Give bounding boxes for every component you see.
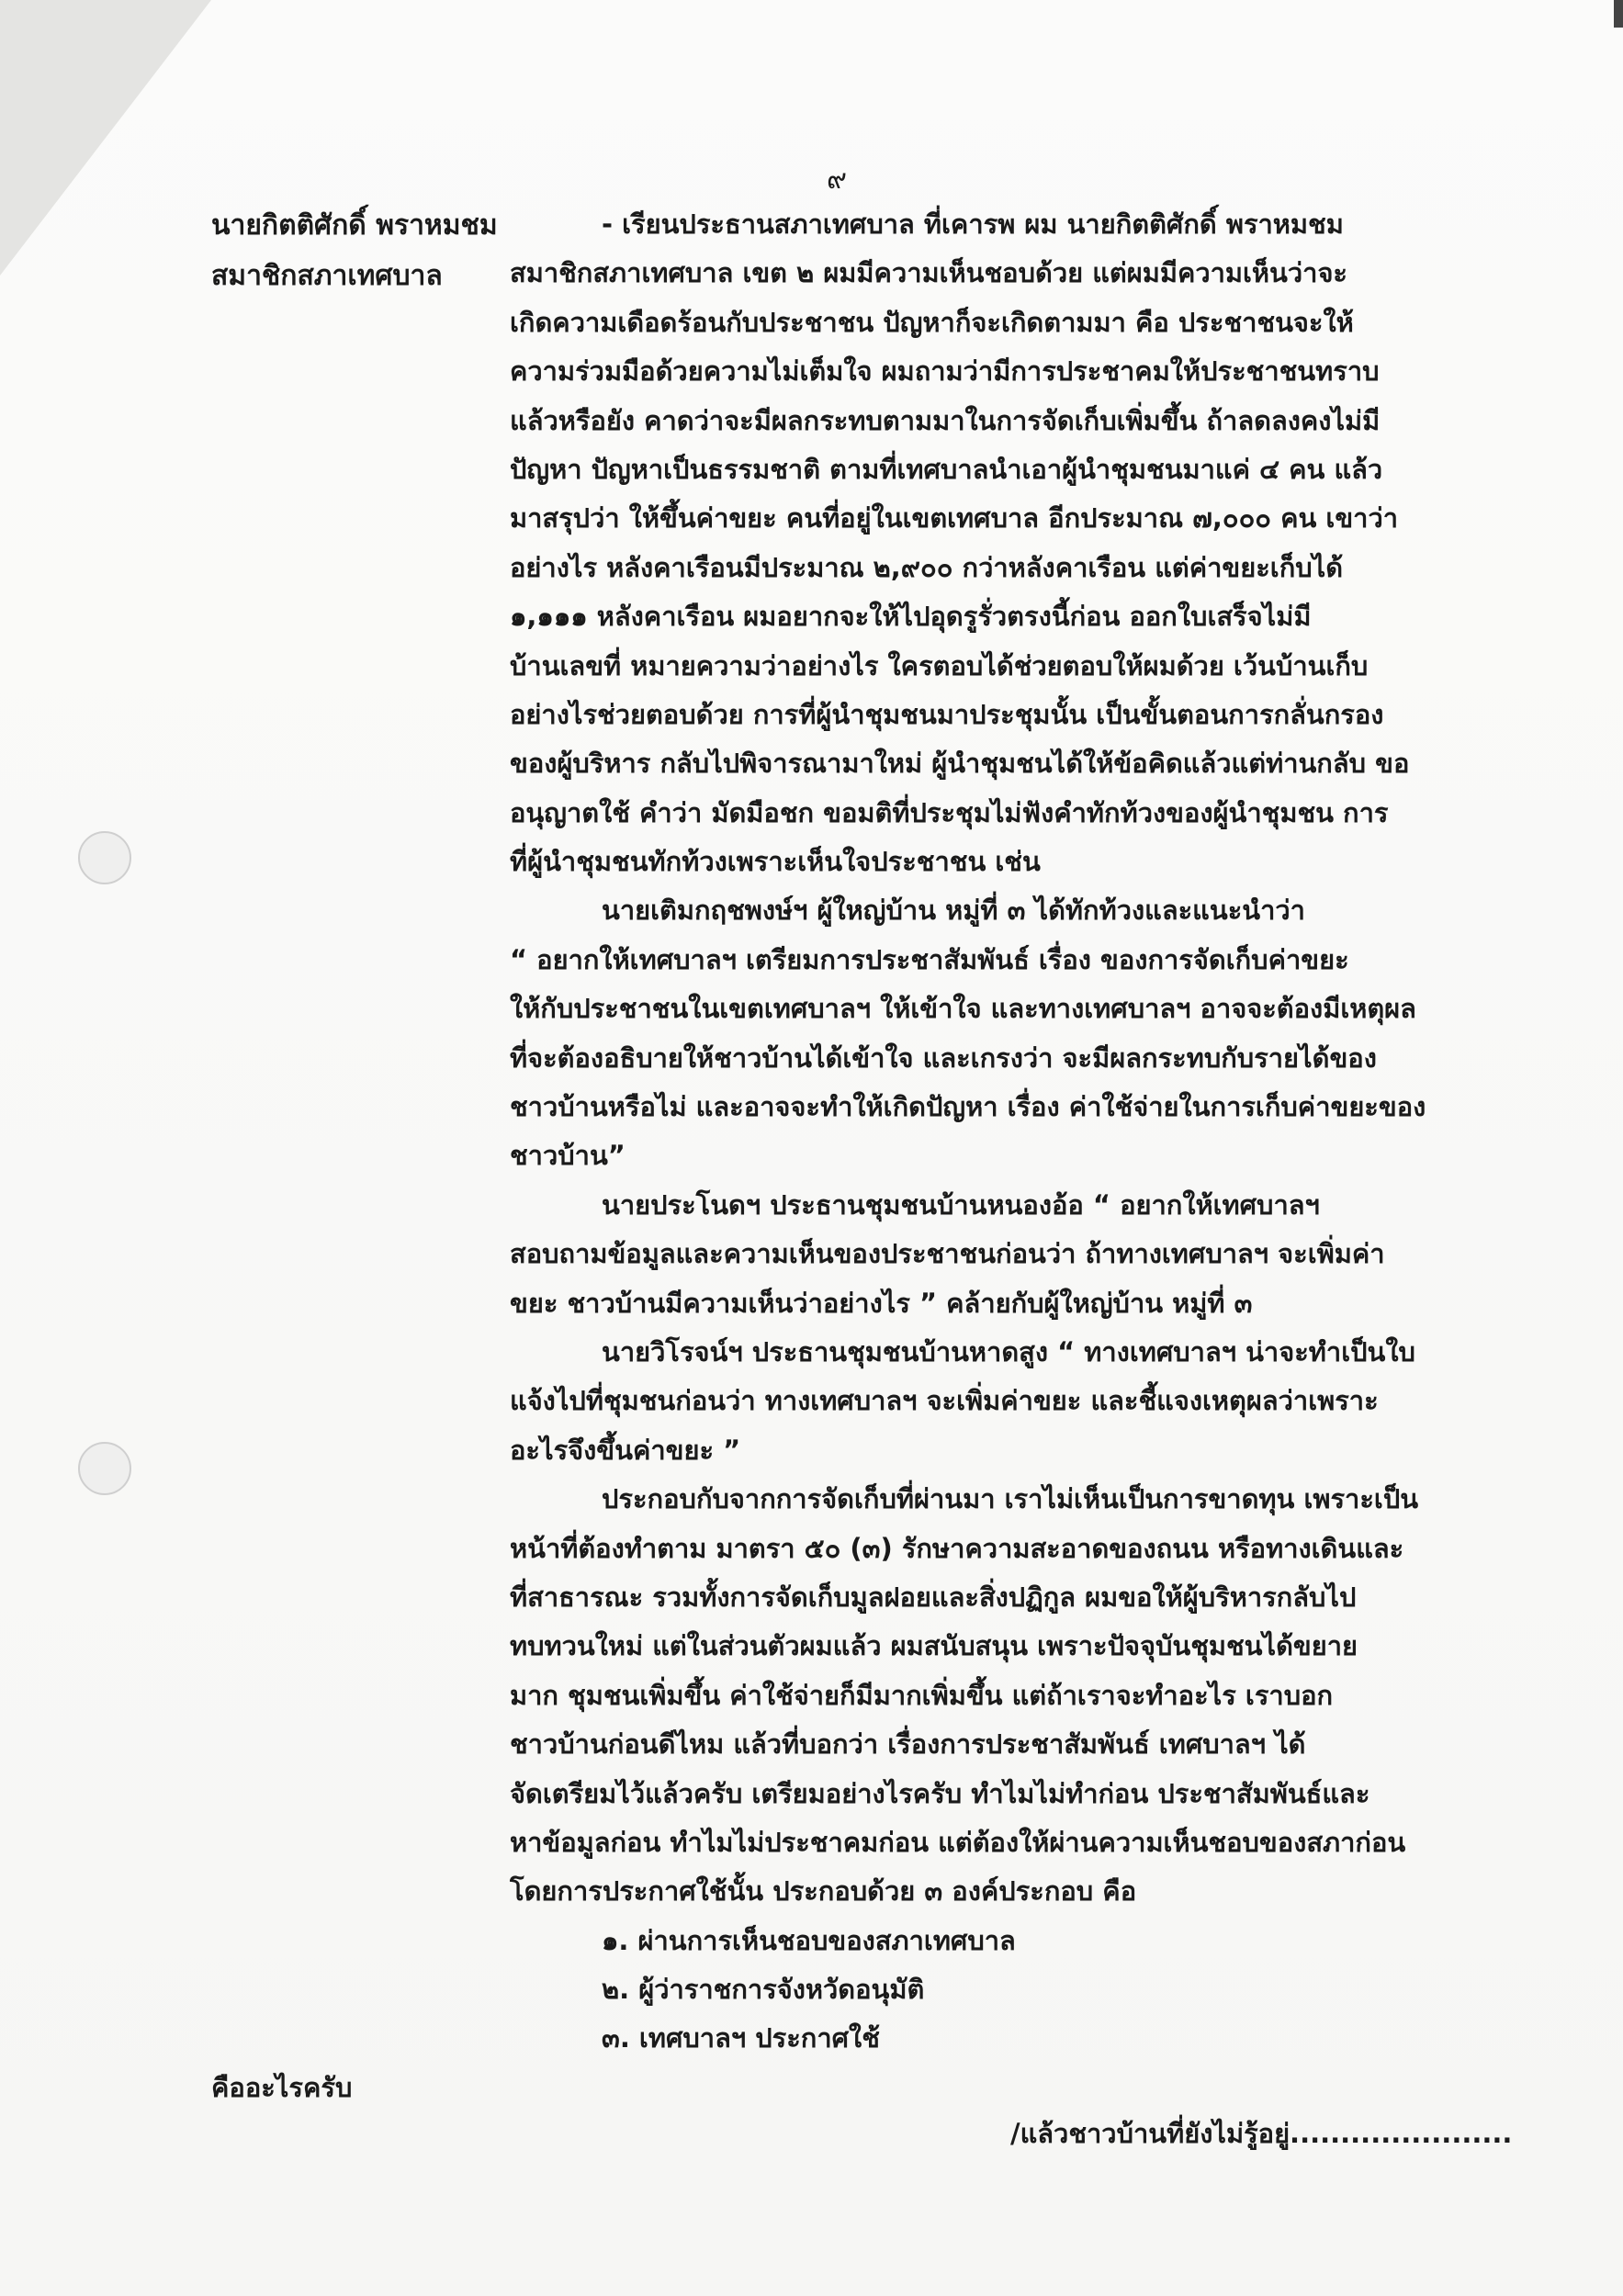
text-line: อย่างไร หลังคาเรือนมีประมาณ ๒,๙๐๐ กว่าหลังคาเรือน แต่ค่าขยะเก็บได้: [510, 551, 1344, 583]
speaker-block: [211, 200, 542, 301]
text-line: อะไรจึงขึ้นค่าขยะ ”: [510, 1434, 741, 1466]
page-number: ๙: [827, 163, 849, 196]
body-text: [510, 200, 1456, 2064]
text-line: นายเติมกฤชพงษ์ฯ ผู้ใหญ่บ้าน หมู่ที่ ๓ ได้ทักท้วงและแนะนำว่า: [602, 895, 1305, 927]
text-line: ที่จะต้องอธิบายให้ชาวบ้านได้เข้าใจ และเกรงว่า จะมีผลกระทบกับรายได้ของ: [510, 1041, 1377, 1074]
scan-edge: [1614, 0, 1623, 28]
punch-hole-top: [78, 831, 131, 884]
text-line: ชาวบ้านก่อนดีไหม แล้วที่บอกว่า เรื่องการประชาสัมพันธ์ เทศบาลฯ ได้: [510, 1728, 1306, 1761]
text-line: ทบทวนใหม่ แต่ในส่วนตัวผมแล้ว ผมสนับสนุน เพราะปัจจุบันชุมชนได้ขยาย: [510, 1630, 1358, 1662]
text-line: มาสรุปว่า ให้ขึ้นค่าขยะ คนที่อยู่ในเขตเทศบาล อีกประมาณ ๗,๐๐๐ คน เขาว่า: [510, 502, 1399, 535]
text-line: นายประโนดฯ ประธานชุมชนบ้านหนองอ้อ “ อยากให้เทศบาลฯ: [602, 1188, 1320, 1221]
text-line: ๑,๑๑๑ หลังคาเรือน ผมอยากจะให้ไปอุดรูรั่วตรงนี้ก่อน ออกใบเสร็จไม่มี: [510, 601, 1312, 633]
text-line: นายวิโรจน์ฯ ประธานชุมชนบ้านหาดสูง “ ทางเทศบาลฯ น่าจะทำเป็นใบ: [602, 1335, 1415, 1367]
text-line: แจ้งไปที่ชุมชนก่อนว่า ทางเทศบาลฯ จะเพิ่มค่าขยะ และชี้แจงเหตุผลว่าเพราะ: [510, 1385, 1379, 1417]
text-line: ชาวบ้านหรือไม่ และอาจจะทำให้เกิดปัญหา เรื่อง ค่าใช้จ่ายในการเก็บค่าขยะของ: [510, 1091, 1426, 1123]
text-line: - เรียนประธานสภาเทศบาล ที่เคารพ ผม นายกิตติศักดิ์ พราหมชม: [602, 208, 1344, 240]
text-line: ที่สาธารณะ รวมทั้งการจัดเก็บมูลฝอยและสิ่งปฏิกูล ผมขอให้ผู้บริหารกลับไป: [510, 1581, 1357, 1613]
punch-hole-bottom: [78, 1442, 131, 1495]
speaker-title: สมาชิกสภาเทศบาล: [211, 260, 443, 292]
folded-corner: [0, 0, 211, 276]
text-line: อนุญาตใช้ คำว่า มัดมือชก ขอมติที่ประชุมไม่ฟังคำทักท้วงของผู้นำชุมชน การ: [510, 796, 1389, 828]
text-line: โดยการประกาศใช้นั้น ประกอบด้วย ๓ องค์ประกอบ คือ: [510, 1875, 1137, 1908]
text-line: ที่ผู้นำชุมชนทักท้วงเพราะเห็นใจประชาชน เช่น: [510, 846, 1041, 878]
list-item: ๒. ผู้ว่าราชการจังหวัดอนุมัติ: [602, 1974, 925, 2006]
list-item: ๓. เทศบาลฯ ประกาศใช้: [602, 2022, 880, 2054]
text-line: สอบถามข้อมูลและความเห็นของประชาชนก่อนว่า ถ้าทางเทศบาลฯ จะเพิ่มค่า: [510, 1238, 1385, 1270]
text-line: เกิดความเดือดร้อนกับประชาชน ปัญหาก็จะเกิดตามมา คือ ประชาชนจะให้: [510, 306, 1354, 338]
text-line: หน้าที่ต้องทำตาม มาตรา ๕๐ (๓) รักษาความสะอาดของถนน หรือทางเดินและ: [510, 1532, 1404, 1564]
speaker-name: นายกิตติศักดิ์ พราหมชม: [211, 209, 498, 242]
text-line: ของผู้บริหาร กลับไปพิจารณามาใหม่ ผู้นำชุมชนได้ให้ข้อคิดแล้วแต่ท่านกลับ ขอ: [510, 748, 1410, 780]
continuation-text: /แล้วชาวบ้านที่ยังไม่รู้อยู่......................: [1010, 2118, 1513, 2149]
text-line: ประกอบกับจากการจัดเก็บที่ผ่านมา เราไม่เห็นเป็นการขาดทุน เพราะเป็น: [602, 1483, 1419, 1515]
closing-question: คืออะไรครับ: [211, 2072, 353, 2103]
text-line: อย่างไรช่วยตอบด้วย การที่ผู้นำชุมชนมาประชุมนั้น เป็นขั้นตอนการกลั่นกรอง: [510, 698, 1384, 730]
text-line: สมาชิกสภาเทศบาล เขต ๒ ผมมีความเห็นชอบด้วย แต่ผมมีความเห็นว่าจะ: [510, 257, 1348, 289]
text-line: แล้วหรือยัง คาดว่าจะมีผลกระทบตามมาในการจัดเก็บเพิ่มขึ้น ถ้าลดลงคงไม่มี: [510, 404, 1381, 436]
text-line: ปัญหา ปัญหาเป็นธรรมชาติ ตามที่เทศบาลนำเอาผู้นำชุมชนมาแค่ ๔ คน แล้ว: [510, 453, 1383, 485]
list-item: ๑. ผ่านการเห็นชอบของสภาเทศบาล: [602, 1924, 1016, 1956]
text-line: หาข้อมูลก่อน ทำไมไม่ประชาคมก่อน แต่ต้องให้ผ่านความเห็นชอบของสภาก่อน: [510, 1826, 1406, 1858]
text-line: “ อยากให้เทศบาลฯ เตรียมการประชาสัมพันธ์ เรื่อง ของการจัดเก็บค่าขยะ: [510, 943, 1349, 975]
text-line: ให้กับประชาชนในเขตเทศบาลฯ ให้เข้าใจ และทางเทศบาลฯ อาจจะต้องมีเหตุผล: [510, 993, 1416, 1025]
text-line: ชาวบ้าน”: [510, 1140, 626, 1172]
text-line: บ้านเลขที่ หมายความว่าอย่างไร ใครตอบได้ช่วยตอบให้ผมด้วย เว้นบ้านเก็บ: [510, 649, 1369, 681]
text-line: ความร่วมมือด้วยความไม่เต็มใจ ผมถามว่ามีการประชาคมให้ประชาชนทราบ: [510, 355, 1380, 388]
text-line: ขยะ ชาวบ้านมีความเห็นว่าอย่างไร ” คล้ายกับผู้ใหญ่บ้าน หมู่ที่ ๓: [510, 1287, 1253, 1319]
text-line: มาก ชุมชนเพิ่มขึ้น ค่าใช้จ่ายก็มีมากเพิ่มขึ้น แต่ถ้าเราจะทำอะไร เราบอก: [510, 1679, 1334, 1711]
text-line: จัดเตรียมไว้แล้วครับ เตรียมอย่างไรครับ ทำไมไม่ทำก่อน ประชาสัมพันธ์และ: [510, 1777, 1370, 1809]
